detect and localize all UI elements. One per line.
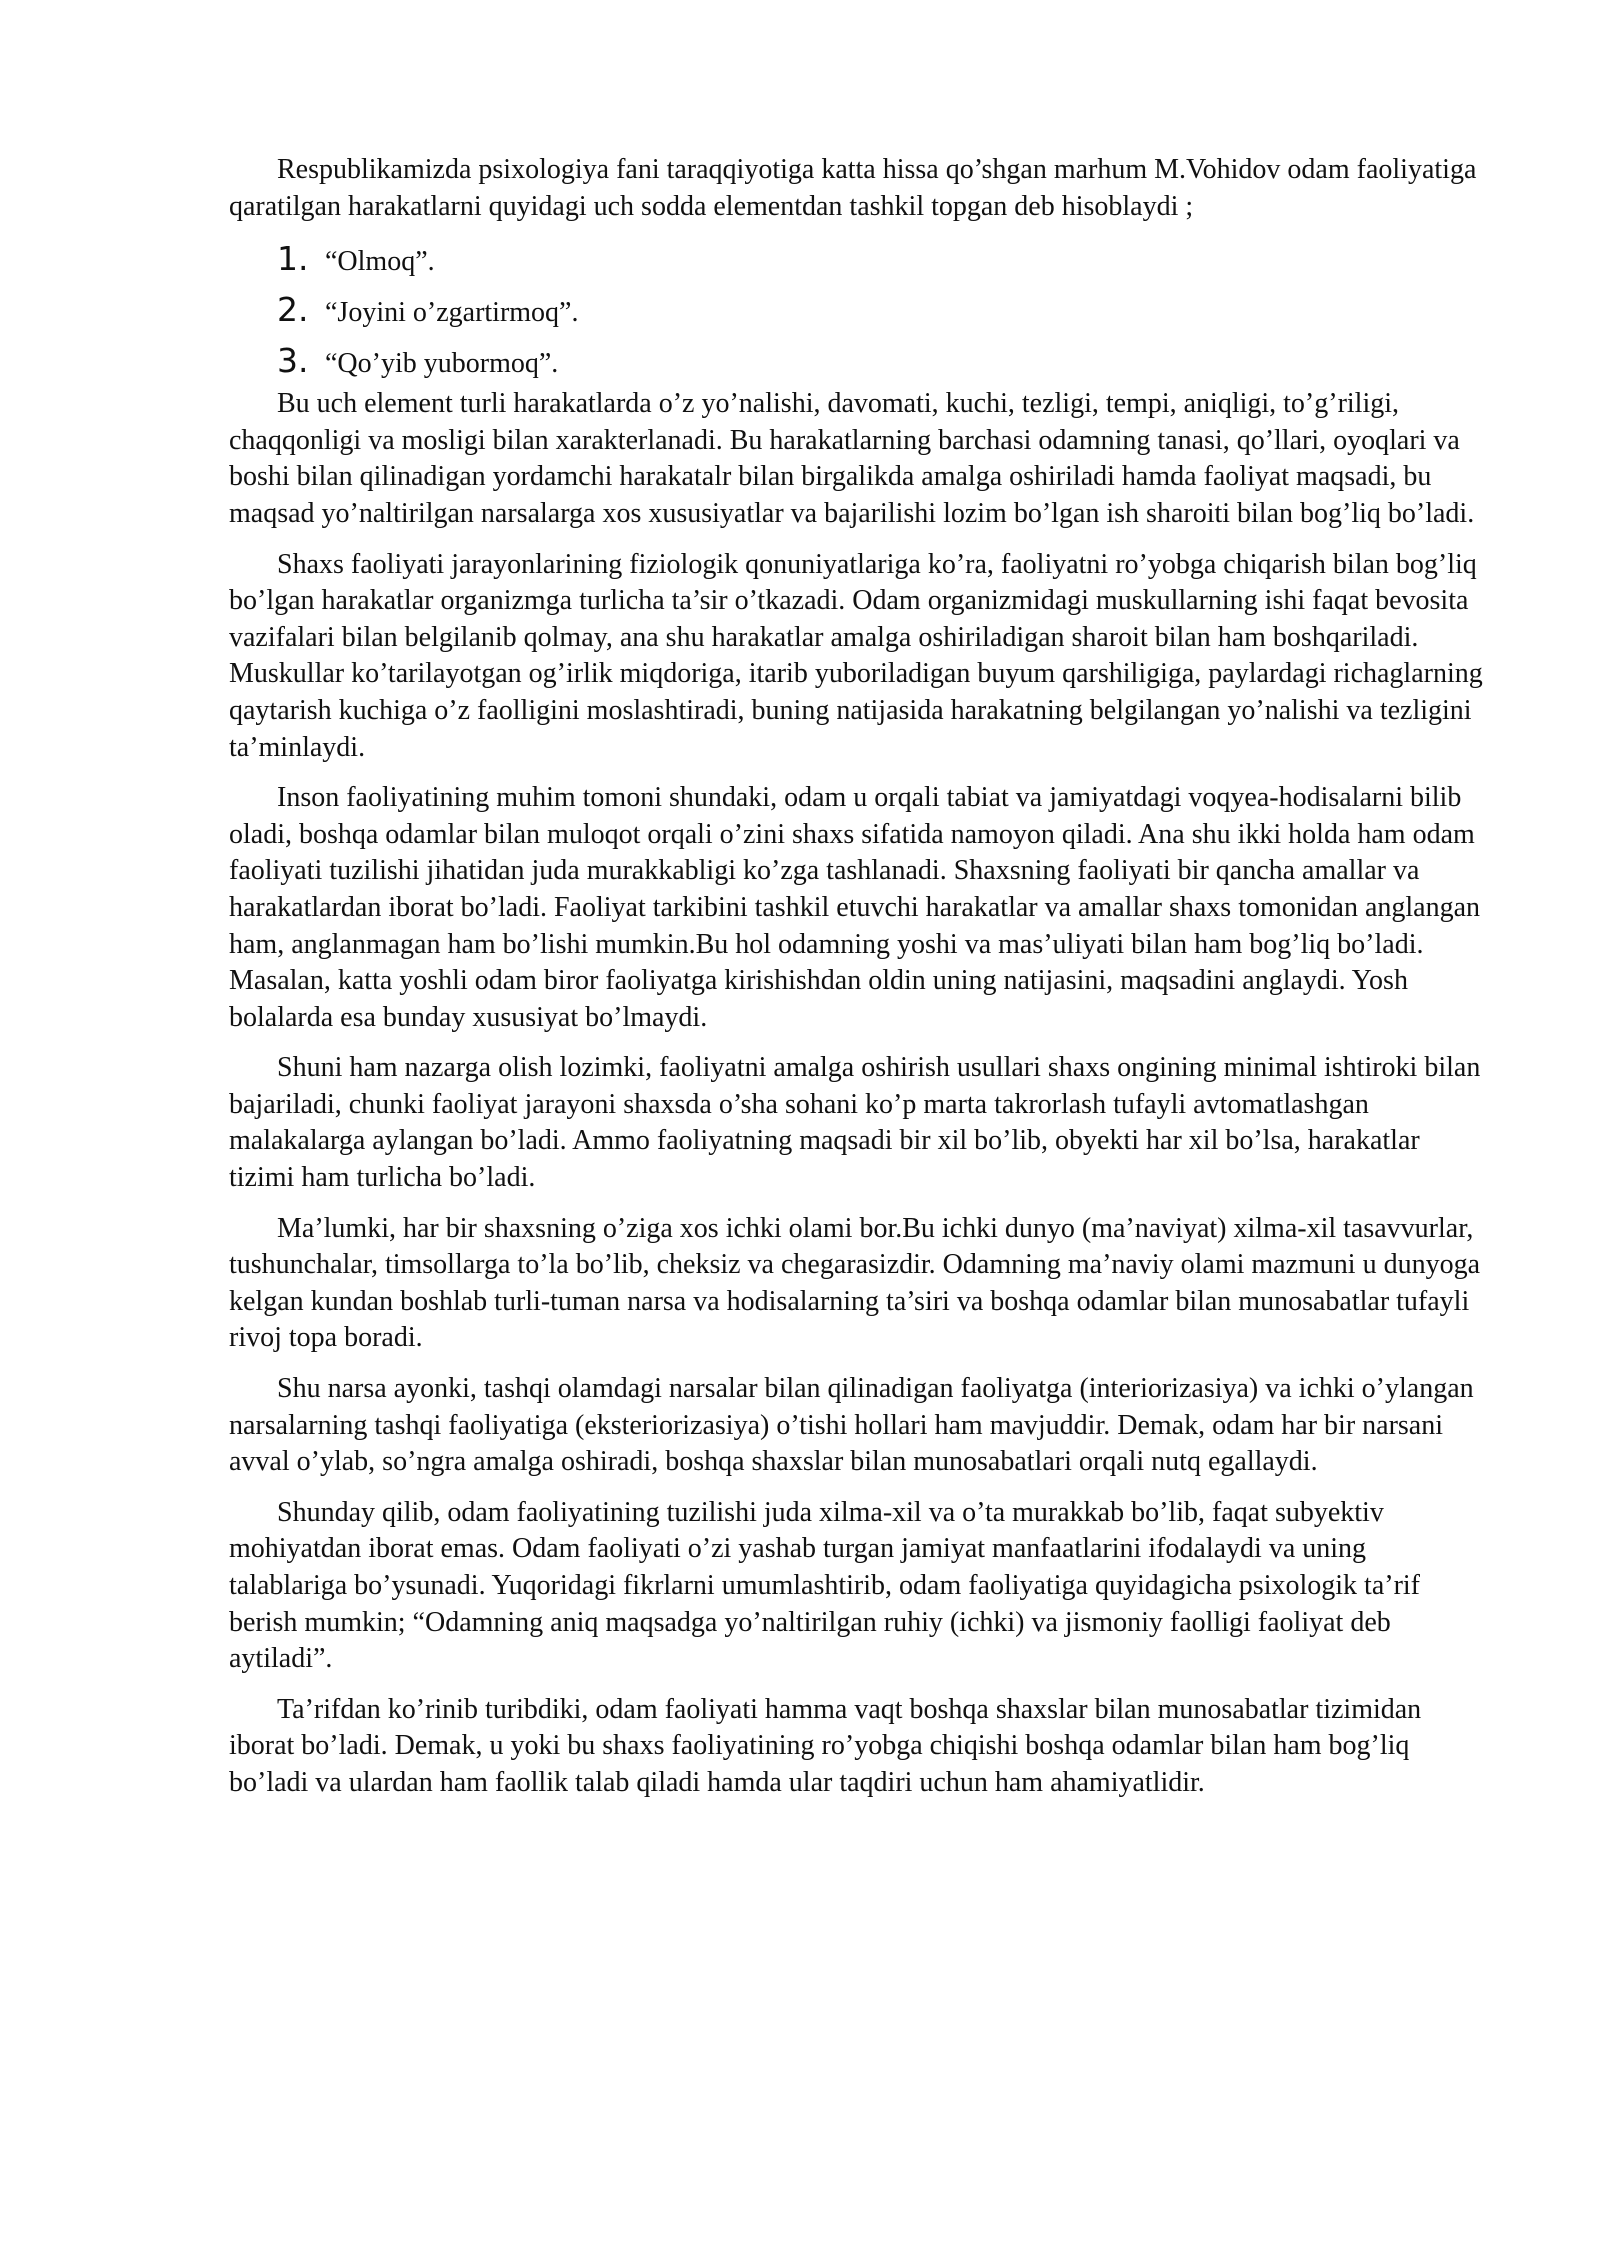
paragraph: Shu narsa ayonki, tashqi olamdagi narsalar bilan qilinadigan faoliyatga (interiorizasiya) va ichki o’ylangan narsalarning tashqi faoliyatiga (eksteriorizasiya) o’tishi hollari ham mavjuddir. Demak, odam har bir narsani avval o’ylab, so’ngra amalga oshiradi, boshqa shaxslar bilan munosabatlari orqali nutq egallaydi. <box>229 1373 1474 1478</box>
list-number: 1. <box>277 239 309 279</box>
paragraph: Ta’rifdan ko’rinib turibdiki, odam faoliyati hamma vaqt boshqa shaxslar bilan munosabatlar tizimidan iborat bo’ladi. Demak, u yoki bu shaxs faoliyatining ro’yobga chiqishi boshqa odamlar bilan ham bog’liq bo’ladi va ulardan ham faollik talab qiladi hamda ular taqdiri uchun ham ahamiyatlidir. <box>229 1693 1422 1798</box>
paragraph-intro: Respublikamizda psixologiya fani taraqqiyotiga katta hissa qo’shgan marhum M.Vohidov odam faoliyatiga qaratilgan harakatlarni quyidagi uch sodda elementdan tashkil topgan deb hisoblaydi ; <box>229 154 1477 222</box>
elements-list <box>229 233 1489 386</box>
paragraph: Shaxs faoliyati jarayonlarining fiziologik qonuniyatlariga ko’ra, faoliyatni ro’yobga chiqarish bilan bog’liq bo’lgan harakatlar organizmga turlicha ta’sir o’tkazadi. Odam organizmidagi muskullarning ishi faqat bevosita vazifalari bilan belgilanib qolmay, ana shu harakatlar amalga oshiriladigan sharoit bilan ham boshqariladi. Muskullar ko’tarilayotgan og’irlik miqdoriga, itarib yuboriladigan buyum qarshiligiga, paylardagi richaglarning qaytarish kuchiga o’z faolligini moslashtiradi, buning natijasida harakatning belgilangan yo’nalishi va tezligini ta’minlaydi. <box>229 548 1483 763</box>
document-body <box>229 152 1489 1816</box>
list-number: 2. <box>277 290 309 330</box>
list-item <box>229 233 1489 284</box>
list-item <box>229 335 1489 386</box>
paragraph: Shuni ham nazarga olish lozimki, faoliyatni amalga oshirish usullari shaxs ongining minimal ishtiroki bilan bajariladi, chunki faoliyat jarayoni shaxsda o’sha sohani ko’p marta takrorlash tufayli avtomatlashgan malakalarga aylangan bo’ladi. Ammo faoliyatning maqsadi bir xil bo’lib, obyekti har xil bo’lsa, harakatlar tizimi ham turlicha bo’ladi. <box>229 1052 1481 1194</box>
list-text: “Qo’yib yubormoq”. <box>325 348 559 380</box>
paragraph: Shunday qilib, odam faoliyatining tuzilishi juda xilma-xil va o’ta murakkab bo’lib, faqat subyektiv mohiyatdan iborat emas. Odam faoliyati o’zi yashab turgan jamiyat manfaatlarini ifodalaydi va uning talablariga bo’ysunadi. Yuqoridagi fikrlarni umumlashtirib, odam faoliyatiga quyidagicha psixologik ta’rif berish mumkin; “Odamning aniq maqsadga yo’naltirilgan ruhiy (ichki) va jismoniy faolligi faoliyat deb aytiladi”. <box>229 1496 1420 1675</box>
list-text: “Olmoq”. <box>325 246 435 278</box>
paragraph: Bu uch element turli harakatlarda o’z yo’nalishi, davomati, kuchi, tezligi, tempi, aniqligi, to’g’riligi, chaqqonligi va mosligi bilan xarakterlanadi. Bu harakatlarning barchasi odamning tanasi, qo’llari, oyoqlari va boshi bilan qilinadigan yordamchi harakatalr bilan birgalikda amalga oshiriladi hamda faoliyat maqsadi, bu maqsad yo’naltirilgan narsalarga xos xususiyatlar va bajarilishi lozim bo’lgan ish sharoiti bilan bog’liq bo’ladi. <box>229 388 1475 529</box>
list-item <box>229 284 1489 335</box>
paragraph: Ma’lumki, har bir shaxsning o’ziga xos ichki olami bor.Bu ichki dunyo (ma’naviyat) xilma-xil tasavvurlar, tushunchalar, timsollarga to’la bo’lib, cheksiz va chegarasizdir. Odamning ma’naviy olami mazmuni u dunyoga kelgan kundan boshlab turli-tuman narsa va hodisalarning ta’siri va boshqa odamlar bilan munosabatlar tufayli rivoj topa boradi. <box>229 1212 1481 1354</box>
list-text: “Joyini o’zgartirmoq”. <box>325 297 579 329</box>
list-number: 3. <box>277 341 309 381</box>
paragraph: Inson faoliyatining muhim tomoni shundaki, odam u orqali tabiat va jamiyatdagi voqyea-hodisalarni bilib oladi, boshqa odamlar bilan muloqot orqali o’zini shaxs sifatida namoyon qiladi. Ana shu ikki holda ham odam faoliyati tuzilishi jihatidan juda murakkabligi ko’zga tashlanadi. Shaxsning faoliyati bir qancha amallar va harakatlardan iborat bo’ladi. Faoliyat tarkibini tashkil etuvchi harakatlar va amallar shaxs tomonidan anglangan ham, anglanmagan ham bo’lishi mumkin.Bu hol odamning yoshi va mas’uliyati bilan ham bog’liq bo’ladi. Masalan, katta yoshli odam biror faoliyatga kirishishdan oldin uning natijasini, maqsadini anglaydi. Yosh bolalarda esa bunday xususiyat bo’lmaydi. <box>229 782 1481 1033</box>
